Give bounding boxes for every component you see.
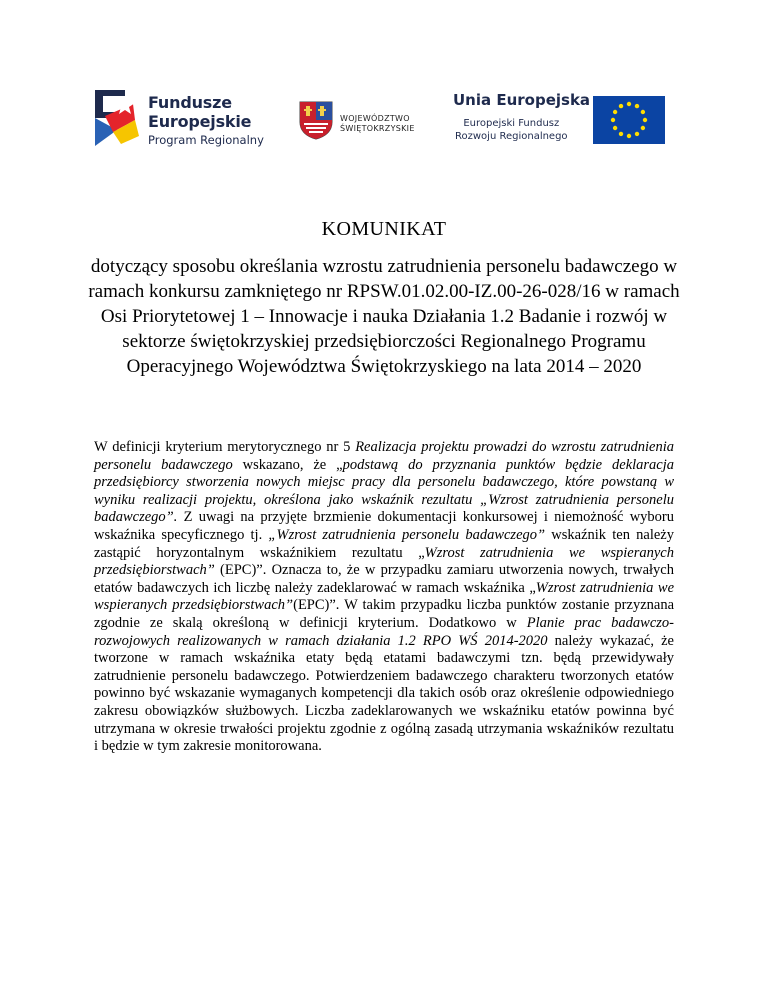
fundusze-europejskie-icon — [95, 90, 143, 146]
body-text-segment: W definicji kryterium merytorycznego nr 5 — [94, 439, 356, 455]
body-paragraph — [94, 439, 674, 756]
eu-flag-icon — [593, 96, 665, 144]
wojewodztwo-label: WOJEWÓDZTWO — [340, 114, 410, 123]
wojewodztwo-swietokrzyskie-logo — [298, 100, 428, 140]
criterion-quote: podstawą do przyznania punktów będzie deklaracja przedsiębiorcy stworzenia nowych miejsc pracy dla personelu badawczego, które powstaną w wyniku realizacji projektu, określona jako wskaźnik rezultatu „Wzrost zatrudnienia personelu badawczego”. — [94, 456, 675, 526]
subtitle-line: sektorze świętokrzyskiej przedsiębiorczości Regionalnego Programu — [122, 331, 646, 352]
europejskie-label: Europejskie — [148, 112, 252, 131]
body-text-segment: wskazano, że „ — [232, 456, 343, 473]
document-subtitle — [70, 254, 698, 379]
subtitle-line: Operacyjnego Województwa Świętokrzyskiego na lata 2014 – 2020 — [126, 356, 642, 377]
logo-bar — [95, 86, 675, 152]
subtitle-line: dotyczący sposobu określania wzrostu zatrudnienia personelu badawczego w — [90, 256, 678, 277]
fundusze-label: Fundusze — [148, 93, 232, 112]
subtitle-line: Osi Priorytetowej 1 – Innowacje i nauka Działania 1.2 Badanie i rozwój w — [100, 306, 668, 327]
unia-europejska-label: Unia Europejska — [453, 91, 591, 109]
unia-europejska-logo-text — [445, 86, 590, 146]
plan-name: Planie prac badawczo-rozwojowych realizowanych w ramach działania 1.2 RPO WŚ 2014-2020 — [94, 614, 674, 649]
subtitle-line: ramach konkursu zamkniętego nr RPSW.01.02.00-IZ.00-26-028/16 w ramach — [88, 281, 680, 302]
document-title: KOMUNIKAT — [321, 218, 447, 240]
body-text-segment: wskaźnik ten należy zastąpić horyzontalnym wskaźnikiem rezultatu „ — [94, 526, 674, 561]
indicator-name: Wzrost zatrudnienia we wspieranych przedsiębiorstwach” — [94, 544, 674, 579]
program-regionalny-label: Program Regionalny — [148, 133, 264, 147]
indicator-name: Wzrost zatrudnienia we wspieranych przedsiębiorstwach” — [94, 579, 674, 614]
coat-of-arms-icon — [298, 100, 334, 140]
criterion-name: Realizacja projektu prowadzi do wzrostu zatrudnienia personelu badawczego — [94, 439, 674, 473]
rozwoju-regionalnego-label: Rozwoju Regionalnego — [455, 131, 568, 142]
body-text-segment: (EPC)”. W takim przypadku liczba punktów zostanie przyznana zgodnie ze skalą określoną w definicji kryterium. Dodatkowo w — [94, 597, 675, 631]
fundusze-europejskie-logo — [95, 88, 275, 148]
body-text-segment: Z uwagi na przyjęte brzmienie dokumentacji konkursowej i niemożność wyboru wskaźnika specyficznego tj. — [94, 509, 674, 543]
swietokrzyskie-label: ŚWIĘTOKRZYSKIE — [340, 124, 415, 133]
body-text-segment: (EPC)”. Oznacza to, że w przypadku zamiaru utworzenia nowych, trwałych etatów badawczych ich liczbę należy zadeklarować w ramach wskaźnika „ — [94, 562, 674, 596]
europejski-fundusz-label: Europejski Fundusz — [463, 118, 560, 129]
body-text-segment: należy wykazać, że tworzone w ramach wskaźnika etaty będą etatami badawczymi tzn. będą przewidywały zatrudnienie personelu badawczego. Potwierdzeniem badawczego charakteru tworzonych etatów powinno być wskazanie wymaganych kompetencji dla takich osób oraz określenie odpowiedniego zakresu obowiązków służbowych. Liczba zadeklarowanych we wskaźniku etatów powinna być utrzymana w okresie trwałości projektu zgodnie z ogólną zasadą utrzymania wskaźników rezultatu i będzie w tym zakresie monitorowana. — [94, 632, 674, 755]
indicator-name: „Wzrost zatrudnienia personelu badawczego” — [268, 526, 546, 543]
